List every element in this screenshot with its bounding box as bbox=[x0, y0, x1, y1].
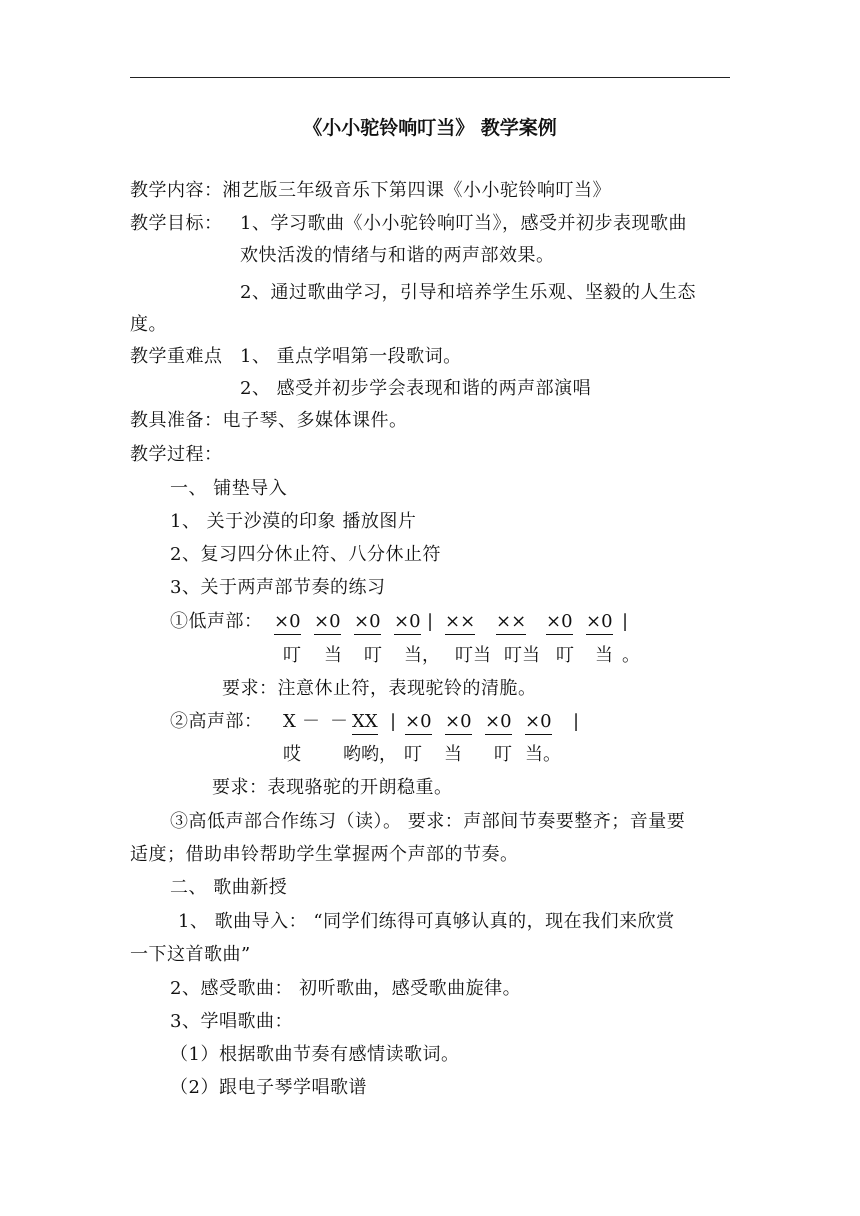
high-rhythm-note: X bbox=[283, 711, 296, 732]
high-rhythm-note: ×0 bbox=[445, 711, 472, 735]
process-label: 教学过程： bbox=[130, 444, 223, 465]
high-voice-label: ②高声部： bbox=[170, 711, 263, 732]
high-voice-requirement: 要求：表现骆驼的开朗稳重。 bbox=[212, 777, 453, 798]
low-lyric: 叮 bbox=[556, 645, 574, 666]
high-lyric: 当。 bbox=[525, 744, 561, 765]
low-rhythm-note: ×0 bbox=[546, 611, 573, 635]
low-rhythm-note: ×0 bbox=[354, 611, 381, 635]
key-point-2: 2、 感受并初步学会表现和谐的两声部演唱 bbox=[240, 378, 592, 399]
section-2-item-3-sub-2: （2）跟电子琴学唱歌谱 bbox=[170, 1077, 367, 1098]
low-rhythm-note: ×0 bbox=[314, 611, 341, 635]
low-lyric: 叮 bbox=[283, 645, 301, 666]
section-2-item-1-line-a: 1、 歌曲导入： “同学们练得可真够认真的，现在我们来欣赏 bbox=[178, 911, 675, 932]
high-rhythm-dash: － bbox=[330, 711, 348, 732]
document-title: 《小小驼铃响叮当》 教学案例 bbox=[303, 117, 557, 139]
high-rhythm-note: XX bbox=[352, 711, 378, 735]
low-voice-requirement: 要求：注意休止符，表现驼铃的清脆。 bbox=[222, 678, 537, 699]
section-1-item-3: 3、关于两声部节奏的练习 bbox=[170, 577, 386, 598]
combined-practice-line-b: 适度；借助串铃帮助学生掌握两个声部的节奏。 bbox=[130, 844, 519, 865]
low-rhythm-barline: | bbox=[427, 611, 434, 632]
low-lyric: 当 bbox=[595, 645, 613, 666]
low-voice-label: ①低声部： bbox=[170, 611, 263, 632]
low-rhythm-note: ×0 bbox=[274, 611, 301, 635]
high-rhythm-note: ×0 bbox=[485, 711, 512, 735]
low-lyric: 。 bbox=[622, 645, 640, 666]
low-rhythm-barline: | bbox=[622, 611, 629, 632]
high-lyric: 哟哟， bbox=[343, 744, 397, 765]
section-1-title: 一、 铺垫导入 bbox=[170, 478, 288, 499]
high-lyric: 叮 bbox=[404, 744, 422, 765]
content-value: 湘艺版三年级音乐下第四课《小小驼铃响叮当》 bbox=[222, 180, 611, 201]
section-1-item-2: 2、复习四分休止符、八分休止符 bbox=[170, 544, 441, 565]
high-rhythm-note: ×0 bbox=[405, 711, 432, 735]
content-label: 教学内容： bbox=[130, 180, 223, 201]
low-lyric: 当， bbox=[404, 645, 440, 666]
content-line bbox=[130, 180, 611, 202]
goal-1-line-b: 欢快活泼的情绪与和谐的两声部效果。 bbox=[240, 245, 555, 266]
section-2-item-2: 2、感受歌曲： 初听歌曲，感受歌曲旋律。 bbox=[170, 978, 522, 999]
goal-2-line-b: 度。 bbox=[130, 314, 167, 335]
low-lyric: 叮当 bbox=[504, 645, 540, 666]
section-2-item-3-sub-1: （1）根据歌曲节奏有感情读歌词。 bbox=[170, 1044, 460, 1065]
high-rhythm-dash: － bbox=[302, 711, 320, 732]
key-label: 教学重难点 bbox=[130, 346, 223, 367]
section-1-item-1: 1、 关于沙漠的印象 播放图片 bbox=[170, 511, 417, 532]
section-2-item-3: 3、学唱歌曲： bbox=[170, 1011, 293, 1032]
low-rhythm-note: ×0 bbox=[394, 611, 421, 635]
high-lyric: 当 bbox=[444, 744, 462, 765]
low-rhythm-note: ×0 bbox=[586, 611, 613, 635]
low-lyric: 叮 bbox=[364, 645, 382, 666]
high-rhythm-barline: | bbox=[390, 711, 397, 732]
tools-line: 教具准备：电子琴、多媒体课件。 bbox=[130, 410, 408, 431]
key-point-1: 1、 重点学唱第一段歌词。 bbox=[240, 346, 462, 367]
high-lyric: 叮 bbox=[494, 744, 512, 765]
low-lyric: 当 bbox=[324, 645, 342, 666]
combined-practice-line-a: ③高低声部合作练习（读）。 要求：声部间节奏要整齐；音量要 bbox=[170, 811, 686, 832]
goal-2-line-a: 2、通过歌曲学习，引导和培养学生乐观、坚毅的人生态 bbox=[240, 282, 696, 303]
goals-label: 教学目标： bbox=[130, 213, 223, 234]
low-lyric: 叮当 bbox=[455, 645, 491, 666]
low-rhythm-note: ×× bbox=[445, 611, 475, 635]
goal-1-line-a: 1、学习歌曲《小小驼铃响叮当》，感受并初步表现歌曲 bbox=[240, 213, 687, 234]
high-rhythm-barline: | bbox=[573, 711, 580, 732]
high-rhythm-note: ×0 bbox=[525, 711, 552, 735]
header-rule bbox=[130, 77, 730, 78]
low-rhythm-note: ×× bbox=[496, 611, 526, 635]
section-2-title: 二、 歌曲新授 bbox=[170, 877, 288, 898]
section-2-item-1-line-b: 一下这首歌曲” bbox=[130, 944, 251, 965]
high-lyric: 哎 bbox=[283, 744, 301, 765]
